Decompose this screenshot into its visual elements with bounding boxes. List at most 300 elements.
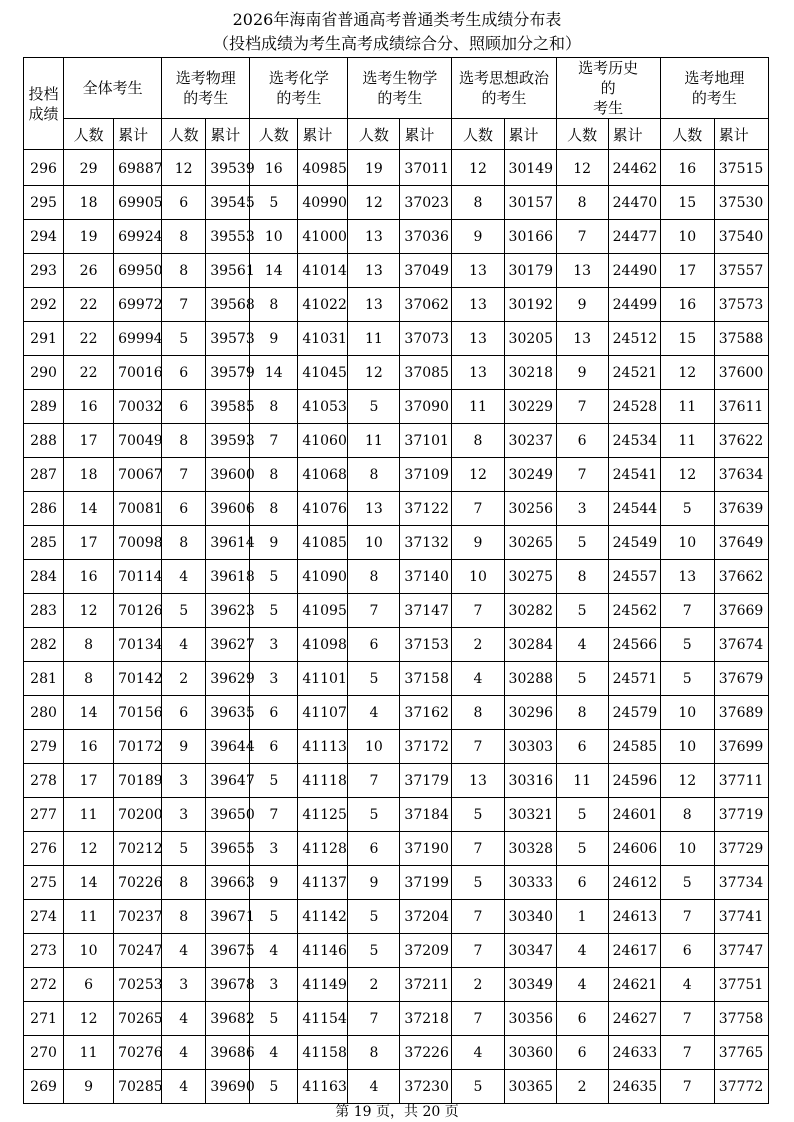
table-row [24, 1036, 769, 1070]
count-cell: 6 [556, 424, 608, 458]
count-cell: 15 [660, 322, 714, 356]
cumulative-cell: 70276 [114, 1036, 162, 1070]
count-cell: 5 [250, 560, 298, 594]
table-row [24, 832, 769, 866]
count-cell: 11 [64, 798, 114, 832]
cumulative-cell: 41095 [298, 594, 348, 628]
count-subheader: 人数 [162, 119, 206, 150]
count-cell: 6 [556, 1002, 608, 1036]
cumulative-cell: 30349 [504, 968, 556, 1002]
cumulative-cell: 24579 [608, 696, 660, 730]
cumulative-cell: 39561 [206, 254, 250, 288]
cumulative-cell: 70265 [114, 1002, 162, 1036]
count-cell: 11 [64, 1036, 114, 1070]
cumulative-cell: 39593 [206, 424, 250, 458]
count-cell: 8 [64, 662, 114, 696]
table-row [24, 220, 769, 254]
count-cell: 13 [556, 322, 608, 356]
count-cell: 9 [348, 866, 400, 900]
count-cell: 8 [64, 628, 114, 662]
count-cell: 7 [452, 1002, 504, 1036]
count-cell: 12 [162, 150, 206, 186]
cumulative-cell: 41022 [298, 288, 348, 322]
count-cell: 9 [250, 866, 298, 900]
count-cell: 5 [250, 764, 298, 798]
count-cell: 7 [660, 1070, 714, 1104]
count-cell: 7 [452, 900, 504, 934]
score-column-header: 投档 成绩 [24, 58, 64, 150]
cumulative-cell: 37669 [714, 594, 768, 628]
count-cell: 9 [452, 220, 504, 254]
cumulative-cell: 39579 [206, 356, 250, 390]
count-cell: 8 [162, 900, 206, 934]
count-cell: 19 [64, 220, 114, 254]
group-header-history: 选考历史 的 考生 [556, 58, 660, 119]
score-cell: 269 [24, 1070, 64, 1104]
cumulative-cell: 30360 [504, 1036, 556, 1070]
count-cell: 13 [348, 254, 400, 288]
cumulative-cell: 39655 [206, 832, 250, 866]
score-cell: 289 [24, 390, 64, 424]
count-cell: 13 [348, 492, 400, 526]
cumulative-cell: 37622 [714, 424, 768, 458]
count-cell: 4 [452, 1036, 504, 1070]
count-cell: 12 [452, 150, 504, 186]
cumulative-cell: 30205 [504, 322, 556, 356]
count-cell: 17 [64, 764, 114, 798]
cumulative-cell: 30265 [504, 526, 556, 560]
count-cell: 8 [348, 1036, 400, 1070]
cumulative-subheader: 累计 [714, 119, 768, 150]
cumulative-cell: 41098 [298, 628, 348, 662]
count-cell: 4 [556, 628, 608, 662]
count-cell: 4 [348, 696, 400, 730]
cumulative-cell: 41085 [298, 526, 348, 560]
cumulative-cell: 37122 [400, 492, 452, 526]
count-cell: 9 [64, 1070, 114, 1104]
cumulative-cell: 70016 [114, 356, 162, 390]
cumulative-cell: 30229 [504, 390, 556, 424]
cumulative-cell: 39635 [206, 696, 250, 730]
cumulative-cell: 30149 [504, 150, 556, 186]
cumulative-cell: 37741 [714, 900, 768, 934]
count-cell: 4 [556, 934, 608, 968]
count-cell: 8 [452, 696, 504, 730]
count-cell: 8 [556, 696, 608, 730]
score-cell: 288 [24, 424, 64, 458]
table-row [24, 1070, 769, 1104]
count-cell: 3 [162, 798, 206, 832]
score-distribution-table [23, 57, 769, 1104]
count-cell: 13 [452, 254, 504, 288]
cumulative-cell: 30284 [504, 628, 556, 662]
score-cell: 273 [24, 934, 64, 968]
count-cell: 7 [452, 832, 504, 866]
count-cell: 7 [348, 1002, 400, 1036]
cumulative-cell: 24612 [608, 866, 660, 900]
cumulative-cell: 37557 [714, 254, 768, 288]
count-cell: 12 [348, 356, 400, 390]
score-cell: 276 [24, 832, 64, 866]
count-cell: 8 [452, 424, 504, 458]
score-cell: 274 [24, 900, 64, 934]
cumulative-cell: 41014 [298, 254, 348, 288]
cumulative-cell: 37634 [714, 458, 768, 492]
count-cell: 10 [660, 220, 714, 254]
count-cell: 8 [452, 186, 504, 220]
cumulative-cell: 30328 [504, 832, 556, 866]
cumulative-cell: 24499 [608, 288, 660, 322]
count-cell: 17 [660, 254, 714, 288]
count-cell: 17 [64, 424, 114, 458]
cumulative-cell: 24601 [608, 798, 660, 832]
cumulative-cell: 37639 [714, 492, 768, 526]
count-cell: 16 [64, 730, 114, 764]
count-cell: 11 [348, 322, 400, 356]
count-cell: 10 [452, 560, 504, 594]
cumulative-cell: 37734 [714, 866, 768, 900]
cumulative-cell: 30192 [504, 288, 556, 322]
group-header-all: 全体考生 [64, 58, 162, 119]
count-cell: 6 [348, 628, 400, 662]
count-cell: 2 [162, 662, 206, 696]
cumulative-cell: 37218 [400, 1002, 452, 1036]
cumulative-cell: 39647 [206, 764, 250, 798]
cumulative-subheader: 累计 [114, 119, 162, 150]
cumulative-cell: 70156 [114, 696, 162, 730]
count-cell: 13 [452, 288, 504, 322]
cumulative-cell: 39623 [206, 594, 250, 628]
cumulative-cell: 37674 [714, 628, 768, 662]
cumulative-cell: 41142 [298, 900, 348, 934]
count-cell: 4 [162, 1002, 206, 1036]
cumulative-cell: 41149 [298, 968, 348, 1002]
cumulative-cell: 37662 [714, 560, 768, 594]
cumulative-cell: 24490 [608, 254, 660, 288]
cumulative-cell: 37147 [400, 594, 452, 628]
score-cell: 285 [24, 526, 64, 560]
group-header-geography: 选考地理 的考生 [660, 58, 768, 119]
count-cell: 10 [660, 526, 714, 560]
count-cell: 4 [162, 628, 206, 662]
count-cell: 16 [64, 390, 114, 424]
cumulative-cell: 37758 [714, 1002, 768, 1036]
count-cell: 11 [660, 390, 714, 424]
count-cell: 14 [64, 492, 114, 526]
cumulative-cell: 70126 [114, 594, 162, 628]
table-row [24, 696, 769, 730]
table-row [24, 458, 769, 492]
count-cell: 8 [250, 492, 298, 526]
cumulative-cell: 39568 [206, 288, 250, 322]
cumulative-subheader: 累计 [608, 119, 660, 150]
cumulative-cell: 30256 [504, 492, 556, 526]
group-header-politics: 选考思想政治 的考生 [452, 58, 556, 119]
cumulative-cell: 24596 [608, 764, 660, 798]
cumulative-subheader: 累计 [504, 119, 556, 150]
cumulative-cell: 37140 [400, 560, 452, 594]
cumulative-cell: 39682 [206, 1002, 250, 1036]
cumulative-cell: 69972 [114, 288, 162, 322]
cumulative-cell: 41045 [298, 356, 348, 390]
cumulative-cell: 41101 [298, 662, 348, 696]
cumulative-cell: 69924 [114, 220, 162, 254]
count-cell: 8 [162, 220, 206, 254]
count-cell: 3 [250, 662, 298, 696]
count-cell: 7 [556, 220, 608, 254]
count-cell: 6 [162, 390, 206, 424]
count-cell: 7 [660, 1036, 714, 1070]
count-cell: 3 [162, 764, 206, 798]
cumulative-cell: 39585 [206, 390, 250, 424]
score-cell: 272 [24, 968, 64, 1002]
cumulative-cell: 40985 [298, 150, 348, 186]
count-cell: 14 [250, 356, 298, 390]
cumulative-cell: 41118 [298, 764, 348, 798]
count-cell: 5 [250, 1070, 298, 1104]
count-cell: 12 [660, 764, 714, 798]
cumulative-cell: 70172 [114, 730, 162, 764]
count-cell: 7 [348, 764, 400, 798]
count-cell: 7 [660, 1002, 714, 1036]
count-cell: 3 [250, 628, 298, 662]
score-cell: 295 [24, 186, 64, 220]
score-cell: 277 [24, 798, 64, 832]
cumulative-cell: 39678 [206, 968, 250, 1002]
count-cell: 8 [162, 526, 206, 560]
score-cell: 283 [24, 594, 64, 628]
score-cell: 281 [24, 662, 64, 696]
count-cell: 9 [556, 356, 608, 390]
cumulative-cell: 70032 [114, 390, 162, 424]
count-cell: 5 [162, 832, 206, 866]
cumulative-cell: 37689 [714, 696, 768, 730]
cumulative-cell: 37101 [400, 424, 452, 458]
cumulative-cell: 39690 [206, 1070, 250, 1104]
count-cell: 3 [250, 968, 298, 1002]
cumulative-subheader: 累计 [400, 119, 452, 150]
score-cell: 280 [24, 696, 64, 730]
cumulative-cell: 37588 [714, 322, 768, 356]
cumulative-cell: 24477 [608, 220, 660, 254]
count-cell: 6 [162, 492, 206, 526]
score-cell: 271 [24, 1002, 64, 1036]
cumulative-cell: 39618 [206, 560, 250, 594]
cumulative-cell: 41113 [298, 730, 348, 764]
count-cell: 12 [64, 594, 114, 628]
count-cell: 16 [250, 150, 298, 186]
count-cell: 5 [452, 798, 504, 832]
count-cell: 12 [64, 1002, 114, 1036]
count-cell: 5 [660, 628, 714, 662]
cumulative-cell: 37199 [400, 866, 452, 900]
count-subheader: 人数 [250, 119, 298, 150]
count-cell: 5 [250, 900, 298, 934]
cumulative-cell: 37209 [400, 934, 452, 968]
table-row [24, 288, 769, 322]
cumulative-cell: 37190 [400, 832, 452, 866]
count-cell: 8 [162, 866, 206, 900]
count-cell: 6 [348, 832, 400, 866]
count-cell: 2 [452, 628, 504, 662]
table-row [24, 798, 769, 832]
count-cell: 7 [660, 900, 714, 934]
cumulative-cell: 37211 [400, 968, 452, 1002]
count-cell: 8 [660, 798, 714, 832]
cumulative-cell: 30237 [504, 424, 556, 458]
cumulative-cell: 24562 [608, 594, 660, 628]
cumulative-cell: 70212 [114, 832, 162, 866]
cumulative-cell: 39663 [206, 866, 250, 900]
table-row [24, 254, 769, 288]
score-cell: 290 [24, 356, 64, 390]
cumulative-cell: 41163 [298, 1070, 348, 1104]
count-cell: 9 [250, 322, 298, 356]
score-cell: 279 [24, 730, 64, 764]
count-cell: 18 [64, 186, 114, 220]
count-cell: 8 [250, 458, 298, 492]
count-cell: 18 [64, 458, 114, 492]
count-cell: 8 [348, 458, 400, 492]
cumulative-cell: 70049 [114, 424, 162, 458]
cumulative-cell: 41125 [298, 798, 348, 832]
count-cell: 5 [348, 662, 400, 696]
cumulative-cell: 30296 [504, 696, 556, 730]
cumulative-cell: 24549 [608, 526, 660, 560]
cumulative-cell: 24462 [608, 150, 660, 186]
cumulative-cell: 70253 [114, 968, 162, 1002]
cumulative-cell: 24635 [608, 1070, 660, 1104]
count-cell: 7 [452, 594, 504, 628]
table-row [24, 730, 769, 764]
count-cell: 7 [556, 458, 608, 492]
count-subheader: 人数 [348, 119, 400, 150]
cumulative-cell: 24534 [608, 424, 660, 458]
score-cell: 286 [24, 492, 64, 526]
count-subheader: 人数 [452, 119, 504, 150]
count-cell: 5 [348, 900, 400, 934]
cumulative-cell: 37158 [400, 662, 452, 696]
count-cell: 5 [162, 594, 206, 628]
count-cell: 8 [556, 186, 608, 220]
table-row [24, 1002, 769, 1036]
count-cell: 9 [452, 526, 504, 560]
cumulative-cell: 39650 [206, 798, 250, 832]
count-cell: 10 [660, 730, 714, 764]
count-cell: 5 [348, 798, 400, 832]
cumulative-cell: 37062 [400, 288, 452, 322]
cumulative-cell: 41000 [298, 220, 348, 254]
cumulative-cell: 37049 [400, 254, 452, 288]
count-cell: 10 [64, 934, 114, 968]
count-cell: 6 [556, 730, 608, 764]
count-cell: 6 [250, 696, 298, 730]
cumulative-cell: 41107 [298, 696, 348, 730]
count-cell: 7 [556, 390, 608, 424]
cumulative-subheader: 累计 [298, 119, 348, 150]
table-row [24, 900, 769, 934]
cumulative-cell: 24617 [608, 934, 660, 968]
cumulative-cell: 37109 [400, 458, 452, 492]
cumulative-cell: 30340 [504, 900, 556, 934]
cumulative-cell: 30166 [504, 220, 556, 254]
cumulative-cell: 30249 [504, 458, 556, 492]
cumulative-cell: 24557 [608, 560, 660, 594]
cumulative-cell: 70134 [114, 628, 162, 662]
cumulative-cell: 40990 [298, 186, 348, 220]
cumulative-cell: 37530 [714, 186, 768, 220]
count-cell: 8 [162, 424, 206, 458]
page-subtitle: （投档成绩为考生高考成绩综合分、照顾加分之和） [212, 34, 581, 53]
count-cell: 13 [452, 322, 504, 356]
cumulative-cell: 24633 [608, 1036, 660, 1070]
count-cell: 26 [64, 254, 114, 288]
cumulative-cell: 41137 [298, 866, 348, 900]
count-cell: 19 [348, 150, 400, 186]
count-cell: 5 [556, 594, 608, 628]
table-row [24, 662, 769, 696]
cumulative-cell: 41053 [298, 390, 348, 424]
cumulative-cell: 69994 [114, 322, 162, 356]
group-header-physics: 选考物理 的考生 [162, 58, 250, 119]
cumulative-cell: 37751 [714, 968, 768, 1002]
count-cell: 10 [250, 220, 298, 254]
count-cell: 4 [162, 934, 206, 968]
header-row-subcolumns [24, 119, 769, 150]
count-cell: 5 [660, 662, 714, 696]
table-row [24, 628, 769, 662]
count-cell: 5 [660, 492, 714, 526]
cumulative-cell: 37204 [400, 900, 452, 934]
cumulative-cell: 37649 [714, 526, 768, 560]
score-cell: 278 [24, 764, 64, 798]
cumulative-cell: 39600 [206, 458, 250, 492]
page-footer: 第 19 页，共 20 页 [335, 1104, 459, 1120]
count-cell: 4 [452, 662, 504, 696]
count-cell: 12 [660, 356, 714, 390]
count-cell: 13 [348, 220, 400, 254]
count-cell: 11 [660, 424, 714, 458]
count-cell: 22 [64, 322, 114, 356]
score-cell: 287 [24, 458, 64, 492]
cumulative-cell: 30356 [504, 1002, 556, 1036]
group-header-chemistry: 选考化学 的考生 [250, 58, 348, 119]
count-cell: 7 [452, 934, 504, 968]
cumulative-cell: 69887 [114, 150, 162, 186]
header-row-groups [24, 58, 769, 119]
count-cell: 4 [250, 934, 298, 968]
cumulative-cell: 70247 [114, 934, 162, 968]
count-cell: 14 [64, 696, 114, 730]
cumulative-cell: 70142 [114, 662, 162, 696]
count-cell: 8 [348, 560, 400, 594]
score-cell: 292 [24, 288, 64, 322]
count-cell: 13 [452, 356, 504, 390]
count-cell: 11 [452, 390, 504, 424]
count-cell: 12 [348, 186, 400, 220]
cumulative-cell: 37611 [714, 390, 768, 424]
cumulative-cell: 24566 [608, 628, 660, 662]
count-cell: 7 [250, 424, 298, 458]
cumulative-cell: 70081 [114, 492, 162, 526]
count-cell: 4 [660, 968, 714, 1002]
group-header-biology: 选考生物学 的考生 [348, 58, 452, 119]
count-cell: 5 [162, 322, 206, 356]
count-cell: 7 [660, 594, 714, 628]
count-cell: 4 [162, 1070, 206, 1104]
cumulative-cell: 37226 [400, 1036, 452, 1070]
cumulative-cell: 37719 [714, 798, 768, 832]
